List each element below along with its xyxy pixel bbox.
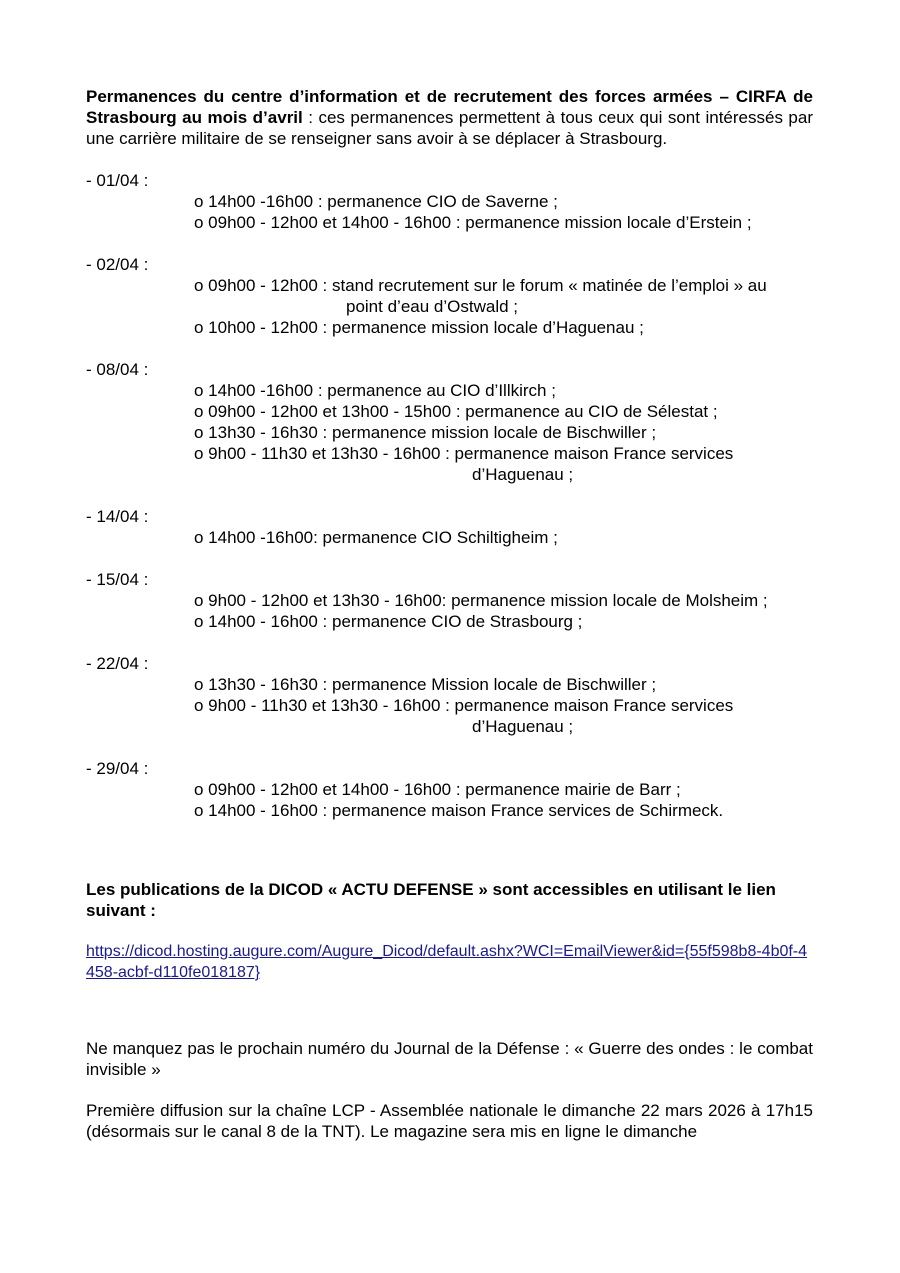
- schedule-item-continuation: d’Haguenau ;: [472, 717, 574, 736]
- schedule-item: o 14h00 -16h00: permanence CIO Schiltigheim ;: [194, 528, 558, 547]
- intro-heading: Permanences du centre d’information et de recrutement des forces armées – CIRFA de Strasbourg au mois d’avril: [86, 87, 813, 127]
- intro-text: : ces permanences permettent à tous ceux qui sont intéressés par une carrière militaire de se renseigner sans avoir à se déplacer à Strasbourg.: [86, 108, 814, 148]
- schedule-item-text: o 9h00 - 11h30 et 13h30 - 16h00 : permanence maison France services: [194, 444, 734, 463]
- schedule-list: [86, 527, 813, 548]
- date-label: - 15/04 :: [86, 570, 149, 589]
- schedule-item: o 10h00 - 12h00 : permanence mission locale d’Haguenau ;: [194, 318, 644, 337]
- publications-link[interactable]: https://dicod.hosting.augure.com/Augure_Dicod/default.ashx?WCI=EmailViewer&id={55f598b8-4b0f-4458-acbf-d110fe018187}: [86, 943, 808, 981]
- date-label: - 02/04 :: [86, 255, 149, 274]
- lcp-paragraph: Première diffusion sur la chaîne LCP - Assemblée nationale le dimanche 22 mars 2026 à 17h15 (désormais sur le canal 8 de la TNT). Le magazine sera mis en ligne le dimanche: [86, 1101, 813, 1141]
- schedule-list: [86, 380, 813, 485]
- schedule-item: o 09h00 - 12h00 et 13h00 - 15h00 : permanence au CIO de Sélestat ;: [194, 402, 718, 421]
- schedule-list: [86, 191, 813, 233]
- journal-paragraph: Ne manquez pas le prochain numéro du Journal de la Défense : « Guerre des ondes : le combat invisible »: [86, 1039, 813, 1079]
- schedule-item: o 09h00 - 12h00 et 14h00 - 16h00 : permanence mission locale d’Erstein ;: [194, 213, 752, 232]
- schedule-item: o 09h00 - 12h00 et 14h00 - 16h00 : permanence mairie de Barr ;: [194, 780, 681, 799]
- intro-paragraph: [86, 86, 813, 149]
- schedule-item-text: o 9h00 - 11h30 et 13h30 - 16h00 : permanence maison France services: [194, 696, 734, 715]
- date-label: - 14/04 :: [86, 507, 149, 526]
- schedule-item: [86, 275, 813, 317]
- schedule-item: o 14h00 -16h00 : permanence CIO de Saverne ;: [194, 192, 558, 211]
- schedule-item: o 9h00 - 12h00 et 13h30 - 16h00: permanence mission locale de Molsheim ;: [194, 591, 768, 610]
- schedule-list: [86, 779, 813, 821]
- date-label: - 08/04 :: [86, 360, 149, 379]
- schedule-list: [86, 674, 813, 737]
- schedule-item: o 14h00 - 16h00 : permanence CIO de Strasbourg ;: [194, 612, 583, 631]
- schedule-list: [86, 275, 813, 338]
- schedule-item: o 13h30 - 16h30 : permanence mission locale de Bischwiller ;: [194, 423, 657, 442]
- publications-heading: Les publications de la DICOD « ACTU DEFENSE » sont accessibles en utilisant le lien suivant :: [86, 880, 776, 920]
- schedule-item-continuation: d’Haguenau ;: [472, 465, 574, 484]
- schedule-item-continuation: point d’eau d’Ostwald ;: [346, 297, 518, 316]
- document-page: [86, 86, 813, 1159]
- schedule-item: [86, 695, 813, 737]
- date-label: - 22/04 :: [86, 654, 149, 673]
- schedule-list: [86, 590, 813, 632]
- schedule-item-text: o 09h00 - 12h00 : stand recrutement sur le forum « matinée de l’emploi » au: [194, 276, 767, 295]
- schedule-item: o 13h30 - 16h30 : permanence Mission locale de Bischwiller ;: [194, 675, 657, 694]
- date-label: - 01/04 :: [86, 171, 149, 190]
- date-label: - 29/04 :: [86, 759, 149, 778]
- schedule-item: [86, 443, 813, 485]
- schedule-item: o 14h00 - 16h00 : permanence maison France services de Schirmeck.: [194, 801, 724, 820]
- schedule-item: o 14h00 -16h00 : permanence au CIO d’Illkirch ;: [194, 381, 556, 400]
